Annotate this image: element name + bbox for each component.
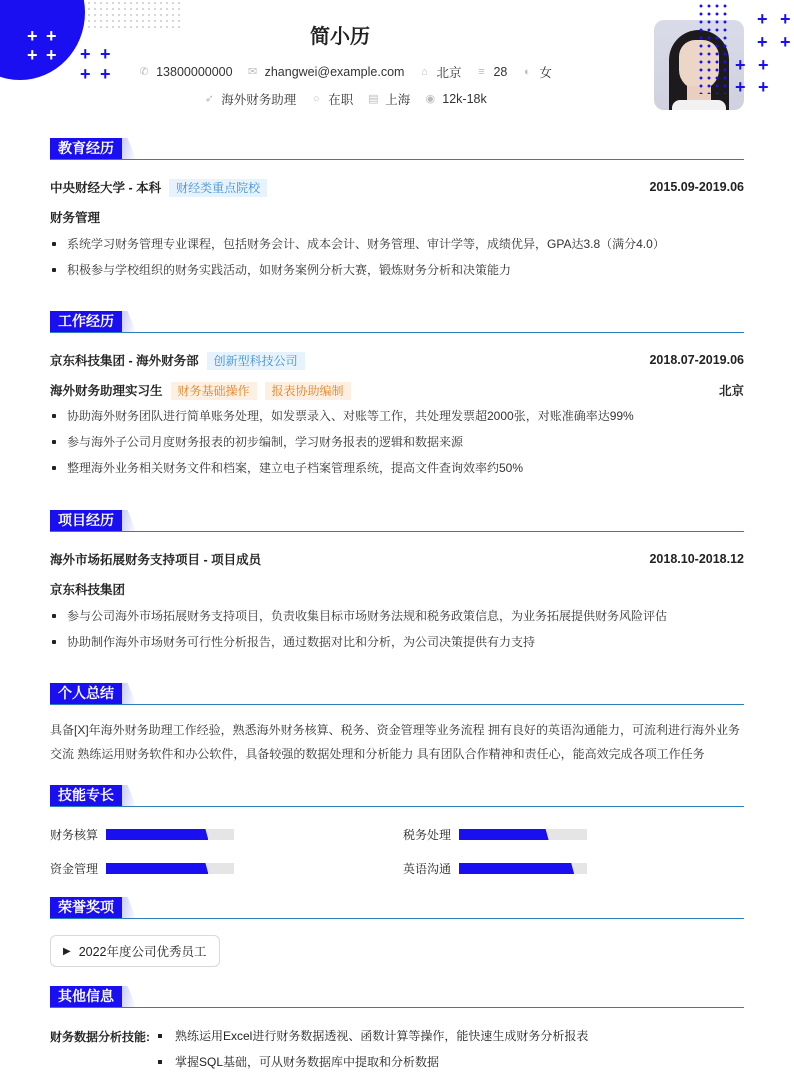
list-item: 参与海外子公司月度财务报表的初步编制，学习财务报表的逻辑和数据来源 xyxy=(50,429,744,455)
gender-icon: ◐ xyxy=(524,66,531,78)
home-icon: ⌂ xyxy=(421,66,428,78)
list-item: 系统学习财务管理专业课程，包括财务会计、成本会计、财务管理、审计学等，成绩优异，GPA达3.8（满分4.0） xyxy=(50,231,744,257)
project-name: 海外市场拓展财务支持项目 - 项目成员 xyxy=(50,553,262,567)
skill-bar xyxy=(106,863,234,874)
awards-section xyxy=(50,897,744,967)
plus-icon: + xyxy=(27,26,38,46)
school-name: 中央财经大学 - 本科 xyxy=(50,180,162,195)
plus-icon: + xyxy=(80,64,91,84)
section-title: 工作经历 xyxy=(50,311,122,332)
building-icon: ▤ xyxy=(368,93,379,105)
project-date: 2018.10-2018.12 xyxy=(649,552,744,566)
phone-icon: ✆ xyxy=(139,66,149,78)
age-icon: ≡ xyxy=(478,66,485,78)
other-section xyxy=(50,986,744,1080)
work-date: 2018.07-2019.06 xyxy=(649,353,744,367)
plus-icon: + xyxy=(780,32,791,52)
triangle-right-icon: ▶ xyxy=(63,945,71,957)
mail-icon: ✉ xyxy=(247,66,258,78)
list-item: 熟练运用Excel进行财务数据透视、函数计算等操作，能快速生成财务分析报表 xyxy=(152,1028,588,1054)
job-role: 海外财务助理实习生 xyxy=(50,383,163,398)
plus-icon: + xyxy=(735,55,746,75)
skill-bar xyxy=(106,829,234,840)
other-label: 财务数据分析技能: xyxy=(50,1030,150,1044)
project-org: 京东科技集团 xyxy=(50,583,126,597)
salary-icon: ◉ xyxy=(425,93,436,105)
target-job-item: ➶ 海外财务助理 xyxy=(204,93,297,107)
plus-icon: + xyxy=(735,77,746,97)
school-tag: 财经类重点院校 xyxy=(169,179,267,197)
contact-info-row xyxy=(0,63,690,84)
plus-icon: + xyxy=(757,32,768,52)
plus-icon: + xyxy=(27,45,38,65)
award-item: ▶ 2022年度公司优秀员工 xyxy=(50,935,220,967)
plus-icon: + xyxy=(100,64,111,84)
skill-item: 财务核算 xyxy=(50,826,234,843)
work-section xyxy=(50,311,744,481)
list-item: 掌握SQL基础，可从财务数据库中提取和分析数据 xyxy=(152,1054,588,1080)
skill-bar xyxy=(459,863,587,874)
plus-icon: + xyxy=(46,45,57,65)
education-section xyxy=(50,138,744,283)
major: 财务管理 xyxy=(50,211,101,225)
plus-icon: + xyxy=(46,26,57,46)
dot-pattern-blue xyxy=(697,2,729,94)
city-item: ⌂ 北京 xyxy=(418,63,461,81)
skill-item: 英语沟通 xyxy=(403,860,587,877)
role-tag: 财务基础操作 xyxy=(171,382,257,400)
email-item: ✉ zhangwei@example.com xyxy=(247,65,405,79)
list-item: 协助制作海外市场财务可行性分析报告，通过数据对比和分析，为公司决策提供有力支持 xyxy=(50,629,744,655)
plus-icon: + xyxy=(80,44,91,64)
summary-text: 具备[X]年海外财务助理工作经验，熟悉海外财务核算、税务、资金管理等业务流程 拥有良好的英语沟通能力，可流利进行海外业务交流 熟练运用财务软件和办公软件，具备较强的数据处理和分析能力 具有团队合作精神和责任心，能高效完成各项工作任务 xyxy=(50,723,741,761)
age-item: ≡ 28 xyxy=(475,63,507,81)
skill-item: 资金管理 xyxy=(50,860,234,877)
skills-section xyxy=(50,785,744,885)
status-item: ○ 在职 xyxy=(310,90,353,108)
company-tag: 创新型科技公司 xyxy=(207,352,305,370)
candidate-name: 简小历 xyxy=(310,26,370,48)
plus-icon: + xyxy=(757,9,768,29)
section-title: 个人总结 xyxy=(50,683,122,704)
send-icon: ➶ xyxy=(204,93,214,105)
education-date: 2015.09-2019.06 xyxy=(649,180,744,194)
status-icon: ○ xyxy=(312,93,320,105)
target-city-item: ▤ 上海 xyxy=(368,93,411,107)
section-title: 技能专长 xyxy=(50,785,122,806)
section-title: 其他信息 xyxy=(50,986,122,1007)
plus-icon: + xyxy=(100,44,111,64)
company-name: 京东科技集团 - 海外财务部 xyxy=(50,353,199,368)
list-item: 参与公司海外市场拓展财务支持项目，负责收集目标市场财务法规和税务政策信息，为业务拓展提供财务风险评估 xyxy=(50,603,744,629)
plus-icon: + xyxy=(780,9,791,29)
work-location: 北京 xyxy=(718,384,744,398)
section-title: 项目经历 xyxy=(50,510,122,531)
plus-icon: + xyxy=(758,77,769,97)
role-tag: 报表协助编制 xyxy=(265,382,351,400)
list-item: 协助海外财务团队进行简单账务处理，如发票录入、对账等工作，共处理发票超2000张，对账准确率达99% xyxy=(50,403,744,429)
skill-bar xyxy=(459,829,587,840)
list-item: 整理海外业务相关财务文件和档案，建立电子档案管理系统，提高文件查询效率约50% xyxy=(50,455,744,481)
list-item: 积极参与学校组织的财务实践活动，如财务案例分析大赛，锻炼财务分析和决策能力 xyxy=(50,257,744,283)
plus-icon: + xyxy=(758,55,769,75)
section-title: 荣誉奖项 xyxy=(50,897,122,918)
project-section xyxy=(50,510,744,655)
phone-item: ✆ 13800000000 xyxy=(139,65,233,79)
job-info-row xyxy=(0,90,690,108)
summary-section xyxy=(50,683,744,766)
salary-item: ◉ 12k-18k xyxy=(425,92,487,106)
skill-item: 税务处理 xyxy=(403,826,587,843)
section-title: 教育经历 xyxy=(50,138,122,159)
gender-item: ◐ 女 xyxy=(521,63,552,81)
